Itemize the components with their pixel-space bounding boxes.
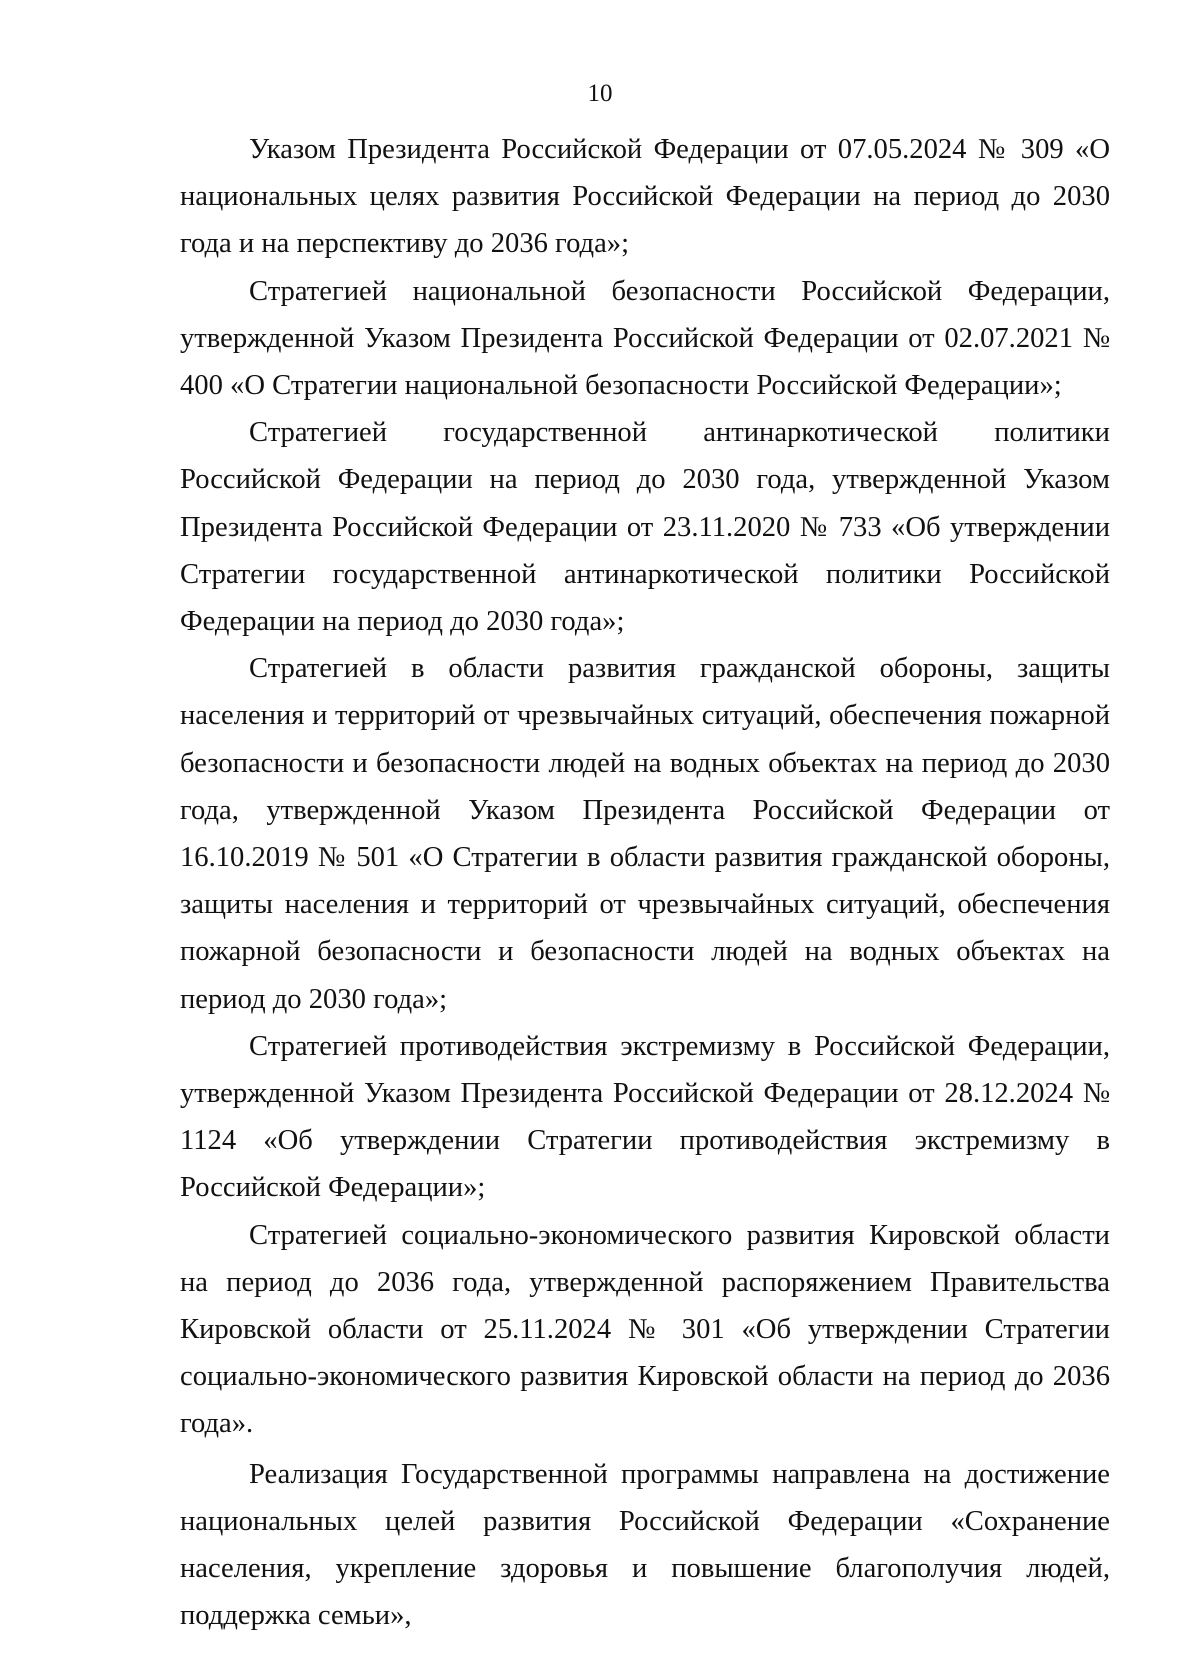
paragraph-kirov-region-strategy: Стратегией социально-экономического развития Кировской области на период до 2036 года, утвержденной распоряжением Правительства Кировской области от 25.11.2024 № 301 «Об утверждении Стратегии социально-экономического развития Кировской области на период до 2036 года». [180, 1219, 1110, 1440]
document-body [180, 126, 1110, 1640]
paragraph-civil-defense-strategy: Стратегией в области развития гражданской обороны, защиты населения и территорий от чрезвычайных ситуаций, обеспечения пожарной безопасности и безопасности людей на водных объектах на период до 2030 года, утвержденной Указом Президента Российской Федерации от 16.10.2019 № 501 «О Стратегии в области развития гражданской обороны, защиты населения и территорий от чрезвычайных ситуаций, обеспечения пожарной безопасности и безопасности людей на водных объектах на период до 2030 года»; [180, 653, 1110, 1015]
paragraph-program-implementation: Реализация Государственной программы направлена на достижение национальных целей развития Российской Федерации «Сохранение населения, укрепление здоровья и повышение благополучия людей, поддержка семьи», [180, 1458, 1110, 1632]
paragraph-national-security-strategy: Стратегией национальной безопасности Российской Федерации, утвержденной Указом Президента Российской Федерации от 02.07.2021 № 400 «О Стратегии национальной безопасности Российской Федерации»; [180, 275, 1110, 402]
paragraph-presidential-decree-national-goals: Указом Президента Российской Федерации от 07.05.2024 № 309 «О национальных целях развития Российской Федерации на период до 2030 года и на перспективу до 2036 года»; [180, 134, 1110, 260]
paragraph-counter-extremism-strategy: Стратегией противодействия экстремизму в Российской Федерации, утвержденной Указом Президента Российской Федерации от 28.12.2024 № 1124 «Об утверждении Стратегии противодействия экстремизму в Российской Федерации»; [180, 1030, 1110, 1204]
paragraph-anti-drug-policy-strategy: Стратегией государственной антинаркотической политики Российской Федерации на период до 2030 года, утвержденной Указом Президента Российской Федерации от 23.11.2020 № 733 «Об утверждении Стратегии государственной антинаркотической политики Российской Федерации на период до 2030 года»; [180, 417, 1110, 638]
page-number: 10 [587, 80, 613, 107]
